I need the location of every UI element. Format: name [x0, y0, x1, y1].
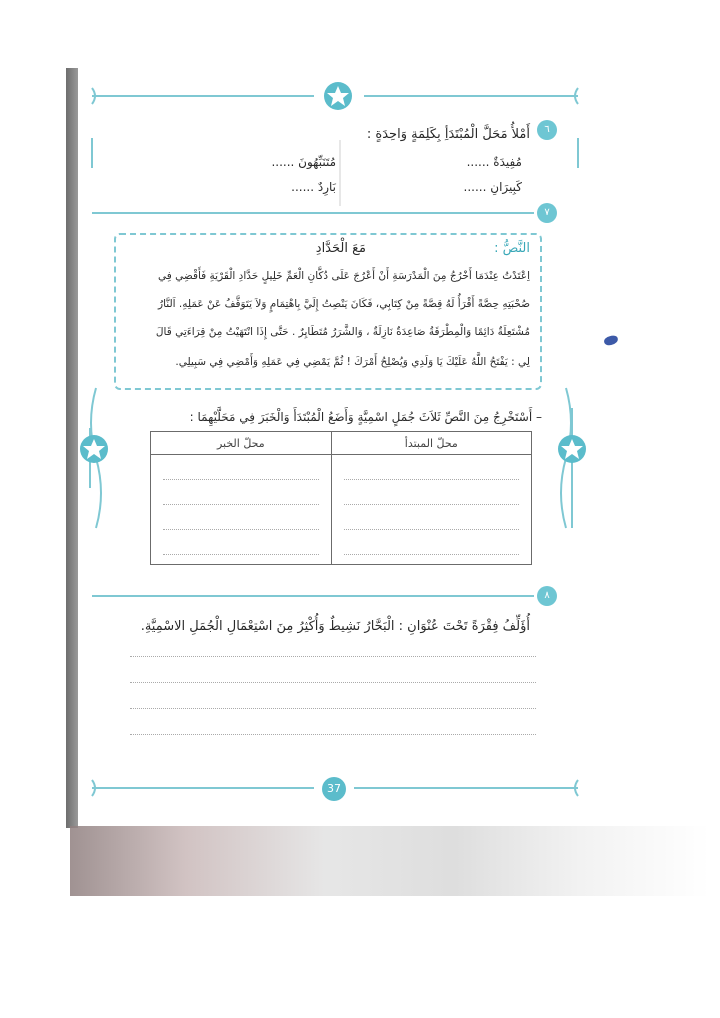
ex1-blank-4[interactable]: ...... — [291, 180, 315, 194]
passage-line-3: مُشْتَعِلَةٌ دَائِمًا وَالْمِطْرَقَةُ صَاعِدَةٌ نَازِلَةٌ ، وَالشَّرَرُ مُتَطَايِرٌ . حَتَّى إِذَا انْتَهَيْتُ مِنْ قِرَاءَتِي قَالَ — [155, 326, 530, 338]
writing-line-2[interactable] — [130, 682, 536, 683]
ex1-item-1 — [467, 155, 522, 169]
ex1-blank-3[interactable]: ...... — [463, 180, 487, 194]
passage-label: النَّصُّ : — [494, 241, 530, 256]
exercise-3-instruction: أُؤَلِّفُ فِقْرَةً تَحْتَ عُنْوَانِ : الْبَحَّارُ نَشِيطٌ وَأُكْثِرُ مِنَ اسْتِعْمَالِ الْجُمَلِ الاسْمِيَّةِ. — [140, 619, 530, 634]
header-khabar: محلّ الخبر — [151, 432, 332, 455]
passage-number: ٧ — [537, 203, 557, 223]
header-mubtada: محلّ المبتدأ — [331, 432, 531, 455]
page-number: 37 — [322, 777, 346, 801]
right-star-medallion — [558, 435, 586, 463]
writing-line-1[interactable] — [130, 656, 536, 657]
ex1-word-3: كَبِيرَانِ — [490, 180, 522, 194]
ex1-word-4: بَارِدٌ — [317, 180, 336, 194]
exercise-1-instruction: أَمْلأُ مَحَلَّ الْمُبْتَدَأِ بِكَلِمَةٍ وَاحِدَةٍ : — [366, 127, 530, 142]
ex1-word-1: مُفِيدَةٌ — [493, 155, 522, 169]
exercise-1-number: ٦ — [537, 120, 557, 140]
passage-line-4: لِي : يَفْتَحُ اللَّهُ عَلَيْكَ يَا وَلَدِي وَيُصْلِحُ أَمْرَكَ ! ثُمَّ يَمْضِي فِي عَمَلِهِ وَأَمْضِي فِي سَبِيلِي. — [175, 356, 530, 368]
passage-title: مَعَ الْحَدَّادِ — [315, 241, 366, 256]
scan-smudge — [70, 826, 710, 896]
passage-line-1: اِعْتَدْتُ عِنْدَمَا أَخْرُجُ مِنَ الْمَدْرَسَةِ أَنْ أَعْرُجَ عَلَى دُكَّانِ الْعَمِّ خَلِيلٍ حَدَّادِ الْقَرْيَةِ فَأَقْضِي فِي — [158, 270, 530, 282]
ex1-blank-2[interactable]: ...... — [271, 155, 295, 169]
scan-edge — [66, 68, 78, 828]
writing-line-3[interactable] — [130, 708, 536, 709]
ex1-item-4 — [291, 180, 336, 194]
left-star-medallion — [80, 435, 108, 463]
ex1-blank-1[interactable]: ...... — [466, 155, 490, 169]
exercise-2-instruction: – أَسْتَخْرِجُ مِنَ النَّصِّ ثَلاَثَ جُمَلٍ اسْمِيَّةٍ وَأَضَعُ الْمُبْتَدَأَ وَالْخَبَرَ فِي مَحَلَّيْهِمَا : — [189, 410, 542, 424]
ex1-item-3 — [464, 180, 522, 194]
writing-line-4[interactable] — [130, 734, 536, 735]
khabar-cell[interactable] — [151, 455, 332, 565]
table-header-row — [151, 432, 532, 455]
exercise-3-number: ٨ — [537, 586, 557, 606]
passage-line-2: صُحْبَتِهِ حِصَّةً أَقْرَأُ لَهُ قِصَّةً مِنْ كِتَابِي، فَكَانَ يَنْصِتُ إِلَيَّ بِاهْتِمَامٍ وَلاَ يَتَوَقَّفُ عَنْ عَمَلِهِ. اَلنَّارُ — [158, 298, 530, 310]
mubtada-cell[interactable] — [331, 455, 531, 565]
ex1-word-2: مُتَنَبِّهُونَ — [298, 155, 336, 169]
ex1-item-2 — [271, 155, 336, 169]
top-star-medallion — [324, 82, 352, 110]
extraction-table — [150, 431, 532, 565]
table-body-row — [151, 455, 532, 565]
